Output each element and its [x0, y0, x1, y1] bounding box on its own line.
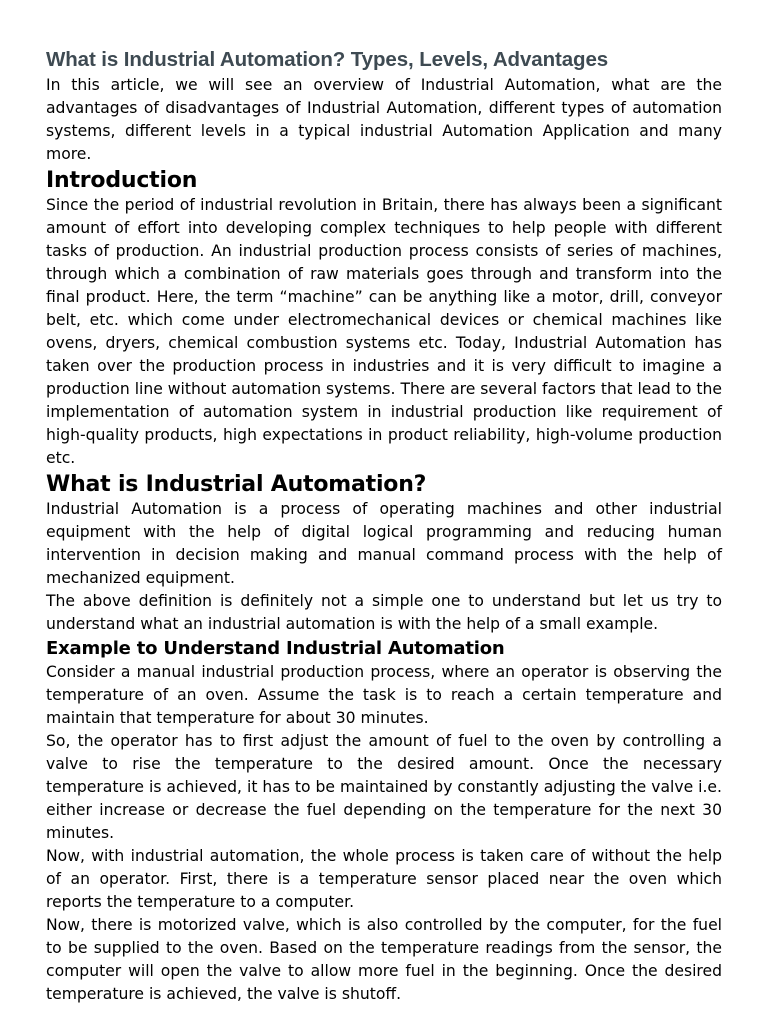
intro-paragraph: In this article, we will see an overview of Industrial Automation, what are the advantages of disadvantages of Industrial Automation, different types of automation systems, different levels in a typical industrial Automation Application and many more.: [46, 76, 722, 163]
what-is-heading: What is Industrial Automation?: [46, 472, 427, 497]
example-heading: Example to Understand Industrial Automation: [46, 638, 505, 659]
what-is-paragraph-2: The above definition is definitely not a simple one to understand but let us try to understand what an industrial automation is with the help of a small example.: [46, 592, 722, 633]
example-paragraph-4: Now, there is motorized valve, which is also controlled by the computer, for the fuel to be supplied to the oven. Based on the temperature readings from the sensor, the computer will open the valve to allow more fuel in the beginning. Once the desired temperature is achieved, the valve is shutoff.: [46, 916, 722, 1003]
example-paragraph-1: Consider a manual industrial production process, where an operator is observing the temperature of an oven. Assume the task is to reach a certain temperature and maintain that temperature for about 30 minutes.: [46, 663, 722, 727]
example-paragraph-3: Now, with industrial automation, the whole process is taken care of without the help of an operator. First, there is a temperature sensor placed near the oven which reports the temperature to a computer.: [46, 847, 722, 911]
introduction-heading: Introduction: [46, 168, 198, 193]
what-is-paragraph-1: Industrial Automation is a process of operating machines and other industrial equipment with the help of digital logical programming and reducing human intervention in decision making and manual command process with the help of mechanized equipment.: [46, 500, 722, 587]
example-paragraph-2: So, the operator has to first adjust the amount of fuel to the oven by controlling a valve to rise the temperature to the desired amount. Once the necessary temperature is achieved, it has to be maintained by constantly adjusting the valve i.e. either increase or decrease the fuel depending on the temperature for the next 30 minutes.: [46, 732, 722, 842]
introduction-paragraph: Since the period of industrial revolution in Britain, there has always been a significant amount of effort into developing complex techniques to help people with different tasks of production. An industrial production process consists of series of machines, through which a combination of raw materials goes through and transform into the final product. Here, the term “machine” can be anything like a motor, drill, conveyor belt, etc. which come under electromechanical devices or chemical machines like ovens, dryers, chemical combustion systems etc. Today, Industrial Automation has taken over the production process in industries and it is very difficult to imagine a production line without automation systems. There are several factors that lead to the implementation of automation system in industrial production like requirement of high-quality products, high expectations in product reliability, high-volume production etc.: [46, 196, 722, 467]
article-title: What is Industrial Automation? Types, Levels, Advantages: [46, 48, 609, 71]
